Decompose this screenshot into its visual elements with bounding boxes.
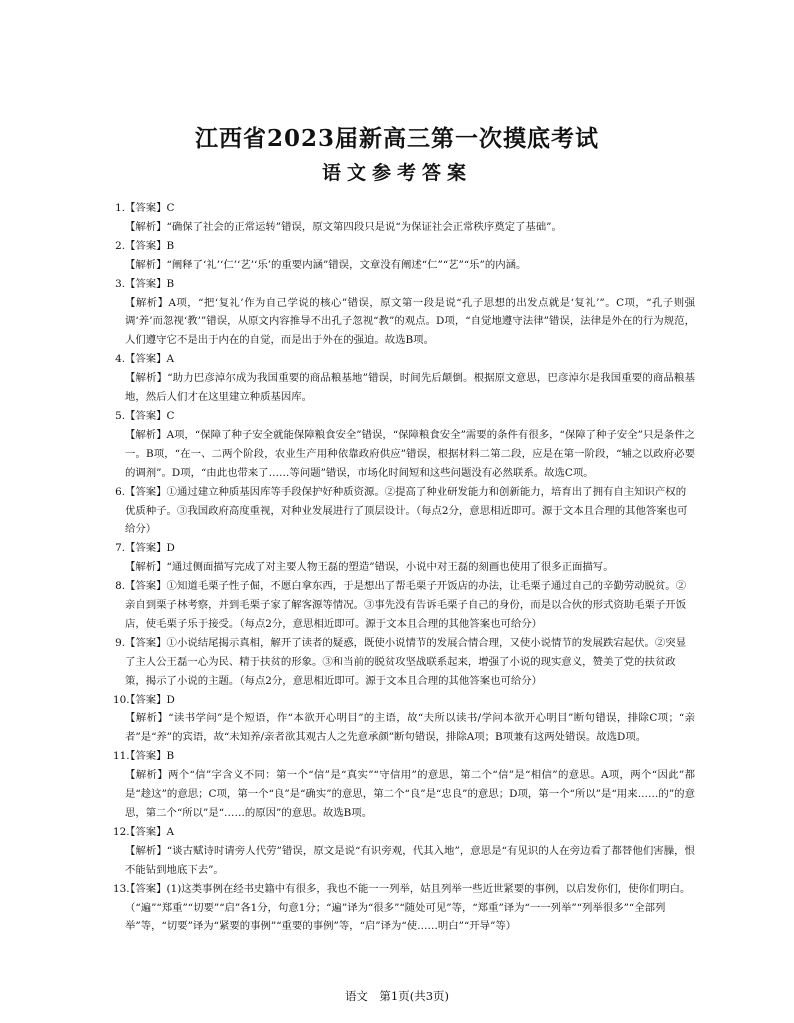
analysis-text: 【解析】“通过侧面描写完成了对主要人物王磊的塑造”错误，小说中对王磊的刻画也使用了很多正面描写。 <box>125 561 614 574</box>
question-number: 6. <box>115 485 125 498</box>
page-footer: 语文 第1页(共3页) <box>344 989 450 1003</box>
answer-item-11 <box>113 747 695 823</box>
analysis-text: 【解析】“阐释了‘礼’‘仁’‘艺’‘乐’的重要内涵”错误，文章没有阐述“仁”“艺”“乐”的内涵。 <box>125 258 527 271</box>
page-title: 江西省2023届新高三第一次摸底考试 <box>194 125 599 152</box>
answer-item-12 <box>113 823 695 880</box>
answer-line: 【答案】①知道毛栗子性子倔，不愿白拿东西，于是想出了帮毛栗子开饭店的办法，让毛栗子通过自己的辛勤劳动脱贫。②亲自到栗子林考察，并到毛栗子家了解客源等情况。③事先没有告诉毛栗子自己的身份，而是以合伙的形式资助毛栗子开饭店，使毛栗子乐于接受。（每点2分，意思相近即可。源于文本且合理的其他答案也可给分） <box>125 580 687 630</box>
answer-item-3 <box>113 275 695 351</box>
question-number: 13. <box>113 882 130 895</box>
answer-line: 【答案】D <box>125 542 175 555</box>
question-number: 5. <box>115 409 125 422</box>
answer-item-1 <box>113 199 695 237</box>
answer-item-5 <box>113 407 695 483</box>
analysis-text: 【解析】“读书学问”是个短语，作“本欲开心明目”的主语，故“夫所以读书/学问本欲开心明目”断句错误，排除C项；“亲者”是“养”的宾语，故“未知养/亲者欲其观古人之先意承颜”断句错误，排除A项；B项兼有这两处错误。故选D项。 <box>125 712 695 744</box>
question-number: 1. <box>115 202 125 214</box>
answer-item-10 <box>113 691 695 748</box>
answer-line: 【答案】B <box>125 750 175 763</box>
analysis-text: 【解析】A项，“把‘复礼’作为自己学说的核心”错误，原文第一段是说“孔子思想的出发点就是‘复礼’”。C项，“孔子则强调‘养’而忽视‘教’”错误，从原文内容推导不出孔子忽视“教”的观点。D项，“自觉地遵守法律”错误，法律是外在的行为规范，人们遵守它不是出于内在的自觉，而是出于外在的强迫。故选B项。 <box>125 296 695 347</box>
analysis-text: 【解析】“助力巴彦淖尔成为我国重要的商品粮基地”错误，时间先后颠倒。根据原文意思，巴彦淖尔是我国重要的商品粮基地，然后人们才在这里建立种质基因库。 <box>125 372 695 404</box>
answer-line: 【答案】D <box>125 693 175 706</box>
question-number: 10. <box>113 693 130 706</box>
answer-line: 【答案】①小说结尾揭示真相，解开了读者的疑惑，既使小说情节的发展合情合理，又使小说情节的发展跌宕起伏。②突显了主人公王磊一心为民、精于扶贫的形象。③和当前的脱贫攻坚战联系起来，增强了小说的现实意义，赞美了党的扶贫政策，揭示了小说的主题。（每点2分，意思相近即可。源于文本且合理的其他答案也可给分） <box>125 636 687 687</box>
analysis-text: 【解析】A项，“保障了种子安全就能保障粮食安全”错误，“保障粮食安全”需要的条件有很多，“保障了种子安全”只是条件之一。B项，“在一、二两个阶段，农业生产用种依靠政府供应”错误，根据材料二第二段，应是在第一阶段，“辅之以政府必要的调剂”。D项，“由此也带来了……等问题”错误，市场化时间短和这些问题没有必然联系。故选C项。 <box>125 428 695 479</box>
answer-line: 【答案】B <box>125 239 175 252</box>
answer-line: 【答案】(1)这类事例在经书史籍中有很多，我也不能一一列举，姑且列举一些近世紧要的事例，以启发你们，使你们明白。（“遍”“郑重”“切要”“启”各1分，句意1分；“遍”译为“很多”“随处可见”等，“郑重”译为“一一列举”“列举很多”“全部列举”等，“切要”译为“紧要的事例”“重要的事例”等，“启”译为“使……明白”“开导”等） <box>125 882 691 933</box>
answer-item-7 <box>113 539 695 577</box>
answer-item-13 <box>113 880 695 937</box>
page-subtitle: 语文参考答案 <box>321 162 472 184</box>
answer-line: 【答案】B <box>125 277 175 290</box>
answer-item-6 <box>113 483 695 540</box>
answer-line: 【答案】C <box>125 409 175 422</box>
question-number: 9. <box>115 636 125 649</box>
question-number: 8. <box>115 580 125 593</box>
question-number: 2. <box>115 239 125 252</box>
answer-line: 【答案】C <box>125 202 175 214</box>
analysis-text: 【解析】两个“信”字含义不同：第一个“信”是“真实”“守信用”的意思，第二个“信”是“相信”的意思。A项，两个“因此”都是“趁这”的意思；C项，第一个“良”是“确实”的意思，第二个“良”是“忠良”的意思；D项，第一个“所以”是“用来……的”的意思，第二个“所以”是“……的原因”的意思。故选B项。 <box>125 769 695 819</box>
answer-list <box>113 199 695 936</box>
analysis-text: 【解析】“确保了社会的正常运转”错误，原文第四段只是说“为保证社会正常秩序奠定了基础”。 <box>125 220 562 233</box>
answer-line: 【答案】①通过建立种质基因库等手段保护好种质资源。②提高了种业研发能力和创新能力，培育出了拥有自主知识产权的优质种子。③我国政府高度重视，对种业发展进行了顶层设计。（每点2分，意思相近即可。源于文本且合理的其他答案也可给分） <box>125 485 688 536</box>
question-number: 11. <box>113 750 130 763</box>
answer-item-4 <box>113 350 695 407</box>
question-number: 12. <box>113 825 130 838</box>
answer-item-8 <box>113 577 695 634</box>
answer-item-9 <box>113 634 695 691</box>
answer-line: 【答案】A <box>125 353 175 366</box>
question-number: 7. <box>115 542 125 555</box>
answer-line: 【答案】A <box>125 825 175 838</box>
question-number: 3. <box>115 277 125 290</box>
analysis-text: 【解析】“谈古赋诗时请旁人代劳”错误，原文是说“有识旁观，代其入地”，意思是“有见识的人在旁边看了都替他们害臊，恨不能钻到地底下去”。 <box>125 844 695 876</box>
question-number: 4. <box>115 353 125 366</box>
answer-item-2 <box>113 237 695 275</box>
